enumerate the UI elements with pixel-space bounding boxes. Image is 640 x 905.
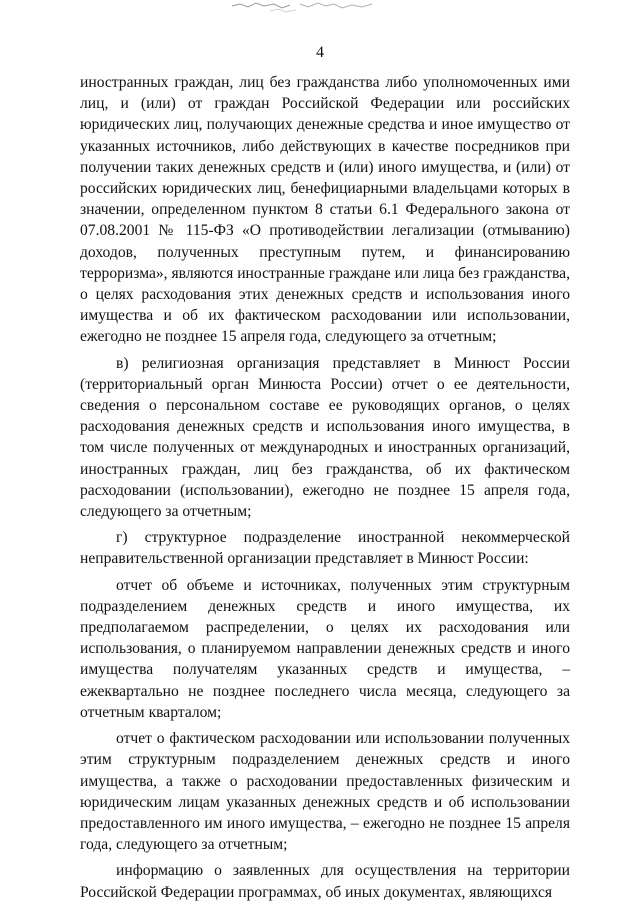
scan-artifact-marks (230, 0, 380, 14)
paragraph-annual-report: отчет о фактическом расходовании или использовании полученных этим структурным подразделением денежных средств и иного имущества, а также о расходовании предоставленных физическим и юридическим лицам указанных денежных средств и об использовании предоставленного им иного имущества, – ежегодно не позднее 15 апреля года, следующего за отчетным; (80, 730, 570, 854)
paragraph-programs-info: информацию о заявленных для осуществления на территории Российской Федерации программах, об иных документах, являющихся (80, 862, 570, 901)
page-number: 4 (316, 44, 324, 61)
paragraph-quarterly-report: отчет об объеме и источниках, полученных этим структурным подразделением денежных средств и иного имущества, их предполагаемом распределении, о целях их расходования или использования, о планируемом направлении денежных средств и иного имущества получателям указанных средств и имущества, – ежеквартально не позднее последнего числа месяца, следующего за отчетным кварталом; (80, 576, 570, 721)
paragraph-continuation: иностранных граждан, лиц без гражданства либо уполномоченных ими лиц, и (или) от граждан Российской Федерации или российских юридических лиц, получающих денежные средства и иное имущество от указанных источников, либо действующих в качестве посредников при получении таких денежных средств и (или) иного имущества, и (или) от российских юридических лиц, бенефициарными владельцами которых в значении, определенном пунктом 8 статьи 6.1 Федерального закона от 07.08.2001 № 115-ФЗ «О противодействии легализации (отмыванию) доходов, полученных преступным путем, и финансированию терроризма», являются иностранные граждане или лица без гражданства, о целях расходования этих денежных средств и использования иного имущества и об их фактическом расходовании или использовании, ежегодно не позднее 15 апреля года, следующего за отчетным; (80, 74, 570, 346)
paragraph-item-g: г) структурное подразделение иностранной некоммерческой неправительственной организации представляет в Минюст России: (80, 529, 570, 568)
document-body (80, 72, 570, 903)
paragraph-item-v: в) религиозная организация представляет в Минюст России (территориальный орган Минюста России) отчет о ее деятельности, сведения о персональном составе ее руководящих органов, о целях расходования денежных средств и использования иного имущества, в том числе полученных от международных и иностранных организаций, иностранных граждан, лиц без гражданства, об их фактическом расходовании (использовании), ежегодно не позднее 15 апреля года, следующего за отчетным; (80, 354, 570, 521)
